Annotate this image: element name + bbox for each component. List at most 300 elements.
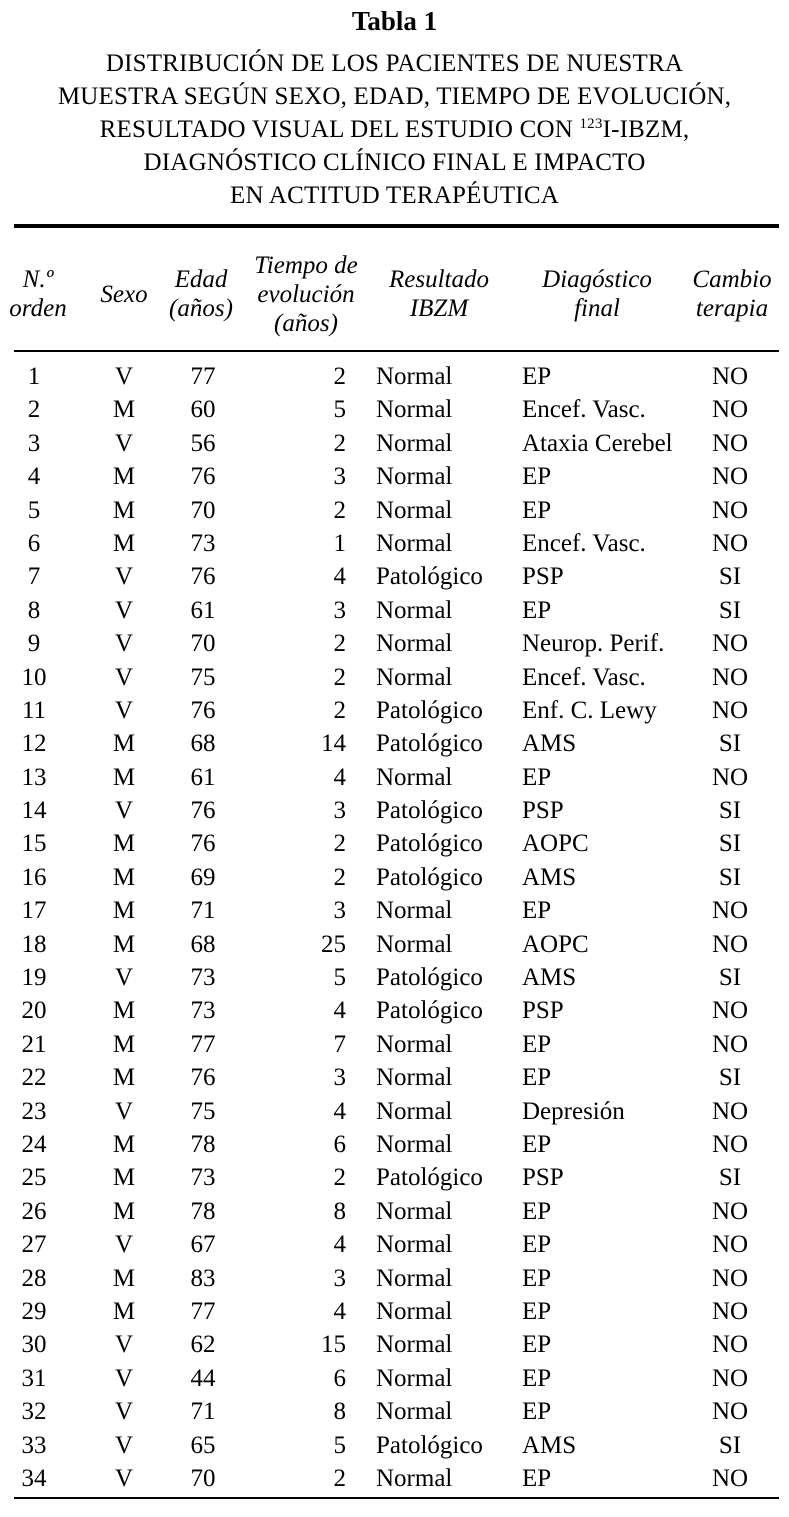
cell-age: 76 xyxy=(190,797,216,825)
table-caption xyxy=(0,47,789,212)
cell-therapy-change: NO xyxy=(711,463,749,491)
cell-ibzm-result: Patológico xyxy=(376,1431,483,1459)
table-row xyxy=(0,1429,789,1462)
cell-therapy-change: SI xyxy=(718,1064,742,1092)
cell-order: 28 xyxy=(21,1264,47,1292)
caption-line-3-post: I-IBZM, xyxy=(602,116,690,143)
cell-diagnosis: AOPC xyxy=(522,930,589,958)
cell-therapy-change: NO xyxy=(711,1130,749,1158)
table-row xyxy=(0,827,789,860)
cell-sex: M xyxy=(112,1197,136,1225)
header-evo xyxy=(244,244,368,344)
header-sex xyxy=(94,244,154,344)
cell-ibzm-result: Normal xyxy=(376,429,453,457)
cell-order: 24 xyxy=(21,1130,47,1158)
cell-evolution: 15 xyxy=(321,1331,346,1359)
cell-therapy-change: NO xyxy=(711,930,749,958)
cell-diagnosis: EP xyxy=(522,463,552,491)
cell-diagnosis: EP xyxy=(522,1464,552,1492)
table-row xyxy=(0,961,789,994)
cell-ibzm-result: Patológico xyxy=(376,696,483,724)
cell-order: 5 xyxy=(27,496,41,524)
cell-ibzm-result: Normal xyxy=(376,630,453,658)
cell-sex: M xyxy=(112,1297,136,1325)
cell-therapy-change: NO xyxy=(711,496,749,524)
cell-diagnosis: Neurop. Perif. xyxy=(522,630,665,658)
cell-therapy-change: NO xyxy=(711,763,749,791)
table-row xyxy=(0,661,789,694)
cell-sex: V xyxy=(114,563,134,591)
table-row xyxy=(0,1295,789,1328)
cell-age: 76 xyxy=(190,830,216,858)
cell-order: 9 xyxy=(27,630,41,658)
cell-sex: V xyxy=(114,1398,134,1426)
cell-sex: M xyxy=(112,1164,136,1192)
header-num-line-2: orden xyxy=(9,295,67,322)
cell-ibzm-result: Normal xyxy=(376,1398,453,1426)
table-row xyxy=(0,1195,789,1228)
table-row xyxy=(0,527,789,560)
cell-therapy-change: NO xyxy=(711,1297,749,1325)
cell-evolution: 2 xyxy=(333,663,346,691)
table-row xyxy=(0,1395,789,1428)
cell-therapy-change: NO xyxy=(711,1197,749,1225)
cell-sex: V xyxy=(114,363,134,390)
cell-age: 73 xyxy=(190,964,216,992)
cell-ibzm-result: Patológico xyxy=(376,997,483,1025)
cell-therapy-change: NO xyxy=(711,429,749,457)
cell-evolution: 3 xyxy=(333,797,346,825)
cell-diagnosis: AMS xyxy=(522,1431,577,1459)
cell-evolution: 2 xyxy=(333,1164,346,1192)
cell-age: 65 xyxy=(190,1431,216,1459)
cell-sex: M xyxy=(112,1030,136,1058)
cell-age: 73 xyxy=(190,997,216,1025)
table-row xyxy=(0,994,789,1027)
cell-therapy-change: SI xyxy=(718,730,742,758)
table-row xyxy=(0,560,789,593)
cell-evolution: 3 xyxy=(333,463,346,491)
cell-age: 69 xyxy=(190,863,216,891)
cell-order: 15 xyxy=(21,830,47,858)
header-age xyxy=(160,244,242,344)
cell-ibzm-result: Normal xyxy=(376,1030,453,1058)
cell-evolution: 4 xyxy=(333,563,346,591)
cell-ibzm-result: Normal xyxy=(376,1097,453,1125)
table-row xyxy=(0,360,789,393)
cell-order: 33 xyxy=(21,1431,47,1459)
cell-order: 16 xyxy=(21,863,47,891)
cell-evolution: 3 xyxy=(333,596,346,624)
cell-ibzm-result: Normal xyxy=(376,496,453,524)
cell-diagnosis: PSP xyxy=(522,997,564,1025)
table-row xyxy=(0,460,789,493)
cell-therapy-change: NO xyxy=(711,696,749,724)
cell-diagnosis: AMS xyxy=(522,730,577,758)
cell-therapy-change: NO xyxy=(711,529,749,557)
cell-age: 77 xyxy=(190,363,216,390)
cell-age: 61 xyxy=(190,763,216,791)
cell-age: 77 xyxy=(190,1297,216,1325)
cell-age: 78 xyxy=(190,1130,216,1158)
cell-order: 4 xyxy=(27,463,41,491)
cell-therapy-change: SI xyxy=(718,797,742,825)
cell-age: 73 xyxy=(190,529,216,557)
cell-ibzm-result: Normal xyxy=(376,1297,453,1325)
cell-ibzm-result: Normal xyxy=(376,1264,453,1292)
cell-sex: M xyxy=(112,897,136,925)
cell-evolution: 5 xyxy=(333,396,346,424)
cell-ibzm-result: Normal xyxy=(376,897,453,925)
cell-evolution: 3 xyxy=(333,897,346,925)
cell-evolution: 7 xyxy=(333,1030,346,1058)
cell-diagnosis: PSP xyxy=(522,797,564,825)
cell-age: 70 xyxy=(190,630,216,658)
table-row xyxy=(0,1462,789,1495)
cell-sex: V xyxy=(114,596,134,624)
cell-therapy-change: NO xyxy=(711,663,749,691)
cell-order: 30 xyxy=(21,1331,47,1359)
cell-evolution: 2 xyxy=(333,429,346,457)
header-chg xyxy=(684,244,780,344)
cell-age: 78 xyxy=(190,1197,216,1225)
cell-therapy-change: NO xyxy=(711,396,749,424)
cell-order: 21 xyxy=(21,1030,47,1058)
cell-age: 75 xyxy=(190,663,216,691)
cell-sex: V xyxy=(114,1364,134,1392)
cell-diagnosis: EP xyxy=(522,897,552,925)
cell-sex: V xyxy=(114,630,134,658)
cell-ibzm-result: Normal xyxy=(376,1364,453,1392)
cell-order: 11 xyxy=(21,696,47,724)
cell-age: 77 xyxy=(190,1030,216,1058)
cell-ibzm-result: Normal xyxy=(376,1130,453,1158)
cell-evolution: 4 xyxy=(333,1097,346,1125)
cell-sex: V xyxy=(114,964,134,992)
cell-diagnosis: EP xyxy=(522,1297,552,1325)
cell-evolution: 4 xyxy=(333,1297,346,1325)
cell-sex: M xyxy=(112,1130,136,1158)
cell-order: 19 xyxy=(21,964,47,992)
cell-sex: M xyxy=(112,763,136,791)
cell-therapy-change: SI xyxy=(718,863,742,891)
cell-diagnosis: PSP xyxy=(522,563,564,591)
cell-ibzm-result: Normal xyxy=(376,463,453,491)
cell-diagnosis: EP xyxy=(522,1197,552,1225)
cell-therapy-change: NO xyxy=(711,1364,749,1392)
cell-ibzm-result: Normal xyxy=(376,396,453,424)
table-row xyxy=(0,727,789,760)
table-bottom-rule xyxy=(14,1497,779,1499)
cell-diagnosis: AMS xyxy=(522,863,577,891)
cell-evolution: 2 xyxy=(333,1464,346,1492)
cell-therapy-change: SI xyxy=(718,1164,742,1192)
cell-age: 62 xyxy=(190,1331,216,1359)
table-row xyxy=(0,1095,789,1128)
cell-therapy-change: NO xyxy=(711,1097,749,1125)
table-row xyxy=(0,794,789,827)
cell-order: 29 xyxy=(21,1297,47,1325)
cell-age: 73 xyxy=(190,1164,216,1192)
cell-diagnosis: PSP xyxy=(522,1164,564,1192)
cell-therapy-change: SI xyxy=(718,964,742,992)
cell-order: 31 xyxy=(21,1364,47,1392)
cell-sex: M xyxy=(112,496,136,524)
cell-age: 67 xyxy=(190,1231,216,1259)
cell-evolution: 2 xyxy=(333,363,346,390)
cell-evolution: 2 xyxy=(333,496,346,524)
cell-sex: M xyxy=(112,730,136,758)
table-row xyxy=(0,594,789,627)
cell-diagnosis: AOPC xyxy=(522,830,589,858)
cell-diagnosis: EP xyxy=(522,1231,552,1259)
table-row xyxy=(0,1262,789,1295)
caption-line-5: EN ACTITUD TERAPÉUTICA xyxy=(230,182,559,209)
cell-sex: V xyxy=(114,797,134,825)
cell-sex: M xyxy=(112,529,136,557)
cell-diagnosis: Depresión xyxy=(522,1097,625,1125)
cell-therapy-change: SI xyxy=(718,563,742,591)
cell-age: 61 xyxy=(190,596,216,624)
cell-order: 23 xyxy=(21,1097,47,1125)
table-label: Tabla 1 xyxy=(351,6,438,36)
cell-diagnosis: EP xyxy=(522,1030,552,1058)
cell-therapy-change: NO xyxy=(711,363,749,390)
cell-age: 70 xyxy=(190,496,216,524)
cell-ibzm-result: Patológico xyxy=(376,964,483,992)
cell-ibzm-result: Normal xyxy=(376,363,453,390)
cell-sex: M xyxy=(112,1064,136,1092)
cell-therapy-change: NO xyxy=(711,997,749,1025)
cell-ibzm-result: Normal xyxy=(376,529,453,557)
cell-evolution: 2 xyxy=(333,830,346,858)
cell-therapy-change: NO xyxy=(711,897,749,925)
cell-therapy-change: NO xyxy=(711,1398,749,1426)
cell-evolution: 4 xyxy=(333,997,346,1025)
cell-sex: M xyxy=(112,863,136,891)
cell-ibzm-result: Normal xyxy=(376,1231,453,1259)
cell-diagnosis: EP xyxy=(522,1398,552,1426)
cell-therapy-change: SI xyxy=(718,830,742,858)
header-res-line-1: Resultado xyxy=(389,266,489,293)
cell-evolution: 5 xyxy=(333,1431,346,1459)
table-row xyxy=(0,894,789,927)
cell-age: 76 xyxy=(190,463,216,491)
cell-age: 83 xyxy=(190,1264,216,1292)
cell-age: 68 xyxy=(190,730,216,758)
cell-sex: V xyxy=(114,1431,134,1459)
cell-therapy-change: SI xyxy=(718,1431,742,1459)
cell-order: 32 xyxy=(21,1398,47,1426)
table-body xyxy=(0,360,789,1495)
table-row xyxy=(0,1328,789,1361)
cell-order: 1 xyxy=(27,363,41,390)
table-row xyxy=(0,494,789,527)
cell-diagnosis: Enf. C. Lewy xyxy=(522,696,657,724)
cell-evolution: 3 xyxy=(333,1064,346,1092)
cell-age: 76 xyxy=(190,1064,216,1092)
cell-evolution: 4 xyxy=(333,1231,346,1259)
cell-order: 6 xyxy=(27,529,41,557)
cell-sex: M xyxy=(112,997,136,1025)
cell-diagnosis: EP xyxy=(522,1364,552,1392)
table-row xyxy=(0,1362,789,1395)
cell-order: 7 xyxy=(27,563,41,591)
cell-evolution: 4 xyxy=(333,763,346,791)
cell-order: 14 xyxy=(21,797,47,825)
cell-sex: V xyxy=(114,1331,134,1359)
caption-isotope-superscript: 123 xyxy=(579,116,603,132)
cell-age: 75 xyxy=(190,1097,216,1125)
cell-sex: V xyxy=(114,696,134,724)
table-row xyxy=(0,694,789,727)
cell-age: 56 xyxy=(190,429,216,457)
header-evo-line-3: (años) xyxy=(274,309,338,337)
cell-sex: V xyxy=(114,429,134,457)
cell-ibzm-result: Patológico xyxy=(376,863,483,891)
cell-therapy-change: NO xyxy=(711,1264,749,1292)
cell-sex: V xyxy=(114,1097,134,1125)
table-row xyxy=(0,1028,789,1061)
cell-ibzm-result: Patológico xyxy=(376,1164,483,1192)
caption-line-2: MUESTRA SEGÚN SEXO, EDAD, TIEMPO DE EVOLUCIÓN, xyxy=(57,83,732,110)
cell-ibzm-result: Patológico xyxy=(376,797,483,825)
cell-order: 2 xyxy=(27,396,41,424)
cell-order: 10 xyxy=(21,663,47,691)
cell-ibzm-result: Normal xyxy=(376,1064,453,1092)
table-row xyxy=(0,861,789,894)
header-res-line-2: IBZM xyxy=(409,295,469,322)
cell-sex: M xyxy=(112,463,136,491)
header-dx xyxy=(522,244,672,344)
cell-age: 68 xyxy=(190,930,216,958)
cell-therapy-change: SI xyxy=(718,596,742,624)
cell-diagnosis: Encef. Vasc. xyxy=(522,396,646,424)
cell-order: 22 xyxy=(21,1064,47,1092)
cell-diagnosis: EP xyxy=(522,1064,552,1092)
cell-diagnosis: EP xyxy=(522,763,552,791)
cell-evolution: 8 xyxy=(333,1398,346,1426)
cell-evolution: 2 xyxy=(333,630,346,658)
cell-age: 71 xyxy=(190,1398,216,1426)
cell-sex: V xyxy=(114,1231,134,1259)
cell-diagnosis: EP xyxy=(522,596,552,624)
table-row xyxy=(0,1061,789,1094)
table-row xyxy=(0,1161,789,1194)
cell-order: 25 xyxy=(21,1164,47,1192)
cell-evolution: 1 xyxy=(333,529,346,557)
table-row xyxy=(0,761,789,794)
table-top-rule xyxy=(14,224,779,228)
cell-therapy-change: NO xyxy=(711,630,749,658)
cell-therapy-change: NO xyxy=(711,1464,749,1492)
cell-order: 8 xyxy=(27,596,41,624)
cell-evolution: 6 xyxy=(333,1364,346,1392)
cell-sex: M xyxy=(112,830,136,858)
cell-ibzm-result: Normal xyxy=(376,1197,453,1225)
cell-diagnosis: EP xyxy=(522,1331,552,1359)
cell-evolution: 6 xyxy=(333,1130,346,1158)
cell-therapy-change: NO xyxy=(711,1331,749,1359)
cell-ibzm-result: Patológico xyxy=(376,730,483,758)
cell-order: 13 xyxy=(21,763,47,791)
cell-sex: M xyxy=(112,1264,136,1292)
table-row xyxy=(0,1128,789,1161)
cell-evolution: 3 xyxy=(333,1264,346,1292)
cell-sex: V xyxy=(114,663,134,691)
header-evo-line-2: evolución xyxy=(257,280,355,308)
cell-ibzm-result: Patológico xyxy=(376,563,483,591)
cell-evolution: 8 xyxy=(333,1197,346,1225)
caption-line-1: DISTRIBUCIÓN DE LOS PACIENTES DE NUESTRA xyxy=(105,50,684,77)
cell-order: 17 xyxy=(21,897,47,925)
cell-order: 18 xyxy=(21,930,47,958)
cell-order: 34 xyxy=(21,1464,47,1492)
cell-diagnosis: Encef. Vasc. xyxy=(522,529,646,557)
cell-order: 3 xyxy=(27,429,41,457)
table-row xyxy=(0,928,789,961)
cell-therapy-change: NO xyxy=(711,1030,749,1058)
cell-age: 70 xyxy=(190,1464,216,1492)
cell-evolution: 14 xyxy=(321,730,346,758)
header-chg-line-1: Cambio xyxy=(692,266,772,293)
header-bottom-rule xyxy=(14,350,779,352)
cell-sex: M xyxy=(112,396,136,424)
cell-therapy-change: NO xyxy=(711,1231,749,1259)
cell-age: 71 xyxy=(190,897,216,925)
cell-age: 76 xyxy=(190,696,216,724)
cell-sex: V xyxy=(114,1464,134,1492)
cell-evolution: 2 xyxy=(333,696,346,724)
cell-ibzm-result: Normal xyxy=(376,1464,453,1492)
cell-diagnosis: EP xyxy=(522,496,552,524)
cell-ibzm-result: Normal xyxy=(376,763,453,791)
header-num-line-1: N.º xyxy=(22,266,54,293)
cell-diagnosis: Encef. Vasc. xyxy=(522,663,646,691)
header-num xyxy=(9,244,67,344)
cell-age: 44 xyxy=(190,1364,216,1392)
cell-evolution: 5 xyxy=(333,964,346,992)
table-row xyxy=(0,1228,789,1261)
table-row xyxy=(0,393,789,426)
cell-diagnosis: EP xyxy=(522,1130,552,1158)
cell-ibzm-result: Normal xyxy=(376,663,453,691)
caption-line-3-pre: RESULTADO VISUAL DEL ESTUDIO CON xyxy=(99,116,580,143)
cell-ibzm-result: Normal xyxy=(376,930,453,958)
header-sex-line-1: Sexo xyxy=(100,280,148,308)
cell-order: 20 xyxy=(21,997,47,1025)
cell-sex: M xyxy=(112,930,136,958)
cell-diagnosis: EP xyxy=(522,1264,552,1292)
caption-line-4: DIAGNÓSTICO CLÍNICO FINAL E IMPACTO xyxy=(143,149,646,176)
cell-evolution: 2 xyxy=(333,863,346,891)
cell-ibzm-result: Normal xyxy=(376,1331,453,1359)
cell-ibzm-result: Patológico xyxy=(376,830,483,858)
header-res xyxy=(376,244,502,344)
cell-ibzm-result: Normal xyxy=(376,596,453,624)
cell-order: 27 xyxy=(21,1231,47,1259)
cell-age: 76 xyxy=(190,563,216,591)
cell-order: 26 xyxy=(21,1197,47,1225)
header-age-line-2: (años) xyxy=(169,295,233,322)
cell-age: 60 xyxy=(190,396,216,424)
header-dx-line-2: final xyxy=(574,295,620,322)
cell-diagnosis: EP xyxy=(522,363,552,390)
table-row xyxy=(0,427,789,460)
cell-evolution: 25 xyxy=(321,930,346,958)
caption-line-3 xyxy=(0,113,789,146)
cell-diagnosis: Ataxia Cerebel xyxy=(522,429,673,457)
